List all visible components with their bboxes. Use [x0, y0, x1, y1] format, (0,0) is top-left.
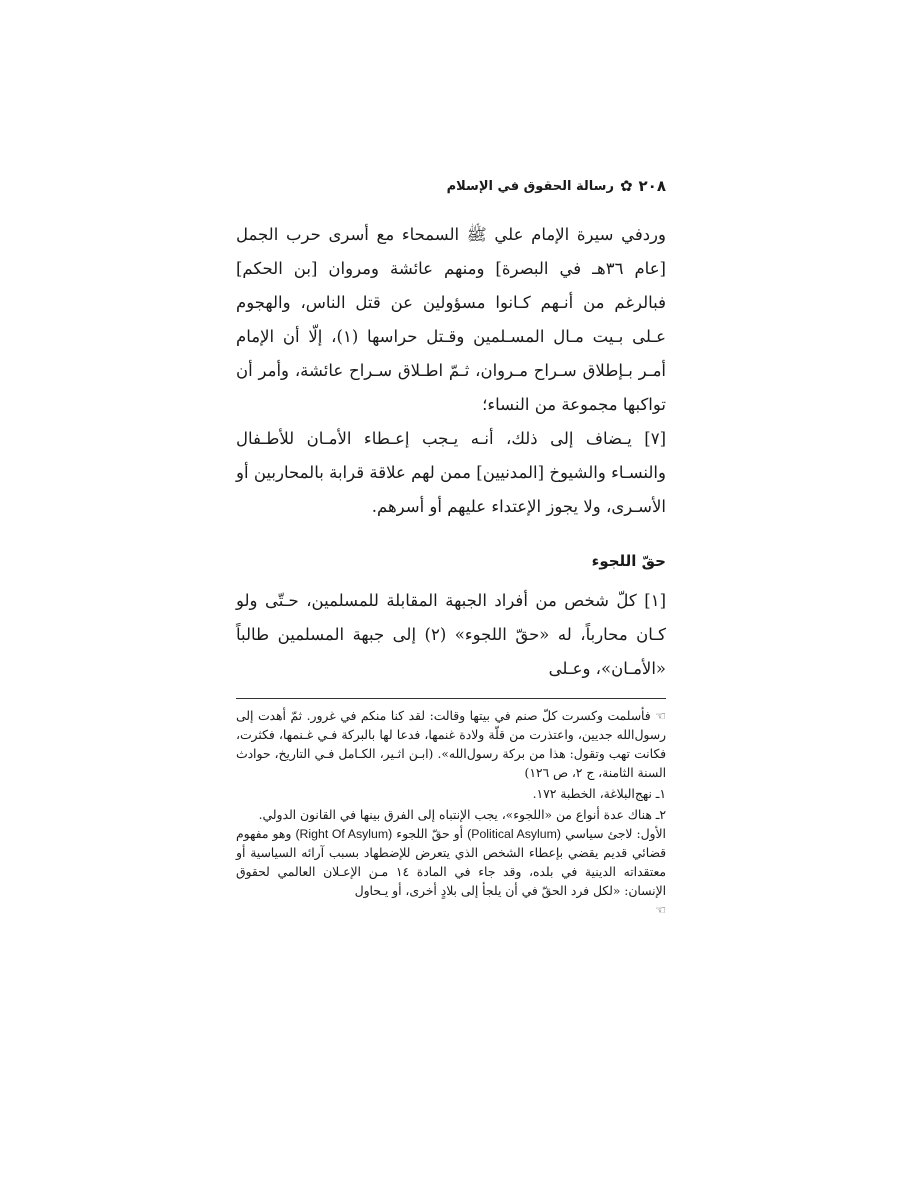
paragraph-captives-release: وردفي سيرة الإمام علي ﷺ السمحاء مع أسرى حرب الجمل [عام ٣٦هـ في البصرة] ومنهم عائشة ومروان [بن الحكم] فبالرغم من أنـهم كـانوا مسؤولين عن قتل الناس، والهجوم عـلى بـيت مـال المسـلمين وقـتل حراسها (١)، إلّا أن الإمام أمـر بـإطلاق سـراح مـروان، ثـمّ اطـلاق سـراح عائشة، وأمر أن تواكبها مجموعة من النساء؛: [236, 225, 666, 414]
footnote-2-intro: ٢ـ هناك عدة أنواع من «اللجوء»، يجب الإنتباه إلى الفرق بينها في القانون الدولي.: [258, 808, 666, 822]
flower-ornament-icon: ✿: [619, 177, 633, 195]
paragraph-asylum-item-1: [١] كلّ شخص من أفراد الجبهة المقابلة للمسلمين، حـتّى ولو كـان محارباً، له «حقّ اللجوء» (٢) إلى جبهة المسلمين طالباً «الأمـان»، وعـلى: [236, 591, 666, 678]
footnote-carryover: [236, 707, 666, 783]
footnote-divider: [236, 698, 666, 699]
paragraph-item-7: [٧] يـضاف إلى ذلك، أنـه يـجب إعـطاء الأمـان للأطـفال والنسـاء والشيوخ [المدنيين] ممن لهم علاقة قرابة بالمحاربين أو الأسـرى، ولا يجوز الإعتداء عليهم أو أسرهم.: [236, 429, 666, 516]
footnote-1: ١ـ نهج‌البلاغة، الخطبة ١٧٢.: [532, 787, 666, 801]
footnote-2-political-asylum-en: (Political Asylum): [467, 827, 561, 841]
footnote-2-rest: وهو مفهوم قضائي قديم يقضي بإعطاء الشخص الذي يتعرض للإضطهاد بسبب آرائه السياسية أو معتقداته الدينية في بلده، وقد جاء في المادة ١٤ مـن الإعـلان العالمي لحقوق الإنسان: «لكل فرد الحقّ في أن يلجأ إلى بلادٍ أخرى، أو يـحاول: [236, 827, 667, 898]
main-text: [236, 218, 666, 686]
footnote-2-part-b: أو حقّ اللجوء: [396, 827, 464, 841]
page-number: ٢٠٨: [638, 177, 666, 195]
continuation-hand-icon: ☜: [655, 709, 666, 723]
footnote-2: [236, 806, 666, 920]
book-title: رسالة الحقوق في الإسلام: [446, 178, 614, 194]
continuation-hand-icon-end: ☜: [655, 903, 666, 917]
book-page: [236, 168, 666, 920]
footnote-2-right-of-asylum-en: (Right Of Asylum): [295, 827, 393, 841]
footnote-2-part-a: الأول: لاجئ سياسي: [565, 827, 666, 841]
section-heading-asylum: حقّ اللجوء: [591, 552, 666, 570]
footnotes: [236, 707, 666, 920]
running-header: [236, 168, 666, 204]
footnote-carryover-text: فأسلمت وكسرت كلّ صنم في بيتها وقالت: لقد كنا منكم في غرور. ثمّ أهدت إلى رسول‌الله جديين، واعتذرت من قلّة ولادة غنمها، فدعا لها بالبركة فـي غـنمها، فكثرت، فكانت تهب وتقول: هذا من بركة رسول‌الله». (ابـن اثـير، الكـامل فـي التاريخ، حوادث السنة الثامنة، ج ٢، ص ١٢٦): [236, 709, 666, 780]
